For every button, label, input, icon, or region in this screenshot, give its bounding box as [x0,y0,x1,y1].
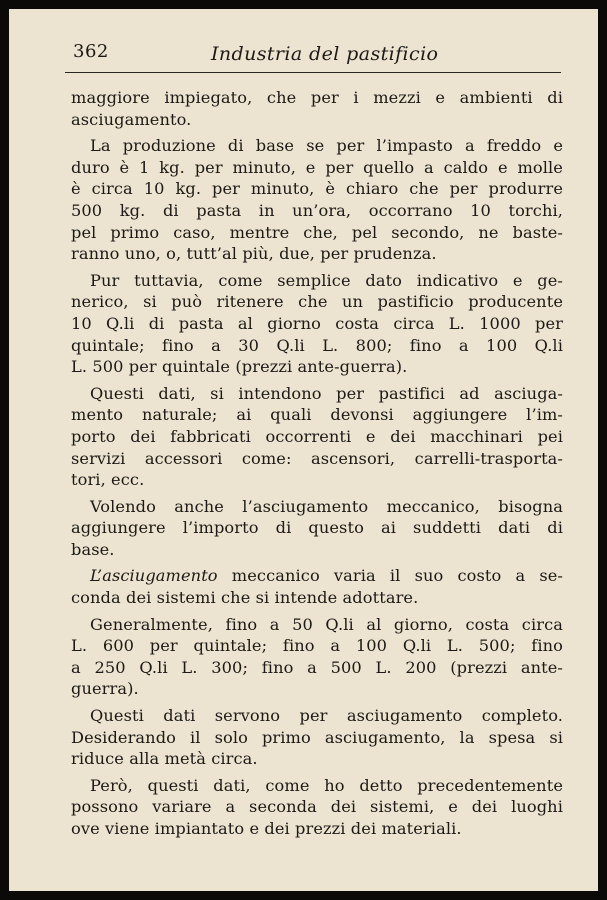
paragraph [71,270,563,378]
text-line: guerra). [71,679,139,699]
running-title: Industria del pastificio [211,43,439,65]
paragraph [71,135,563,265]
text-line [71,565,563,587]
text-line: Questi dati, si intendono per pastifici ad asciuga- [90,383,563,403]
text-line: mento naturale; ai quali devonsi aggiungere l’im- [71,405,563,425]
text-line: servizi accessori come: ascensori, carrelli-trasporta- [71,448,563,468]
header-rule [65,72,561,73]
text-line: La produzione di base se per l’impasto a freddo e [90,136,563,156]
paragraph [71,614,563,700]
page-header [73,37,573,67]
paragraph [71,565,563,608]
text-line: porto dei fabbricati occorrenti e dei macchinari pei [71,426,563,446]
italic-term: L’asciugamento [90,566,218,586]
paragraph [71,496,563,561]
text-line: ove viene impiantato e dei prezzi dei materiali. [71,819,462,838]
text-span: meccanico varia il suo costo a se- [217,566,563,586]
text-line: asciugamento. [71,109,192,129]
text-line: L. 500 per quintale (prezzi ante-guerra). [71,357,408,377]
text-line: 500 kg. di pasta in un’ora, occorrano 10 torchi, [71,200,563,220]
text-line: possono variare a seconda dei sistemi, e dei luoghi [71,797,563,817]
text-line: conda dei sistemi che si intende adottare. [71,588,419,608]
text-line: Desiderando il solo primo asciugamento, la spesa si [71,727,563,747]
page-number: 362 [73,41,109,62]
paragraph [71,705,563,770]
text-line: L. 600 per quintale; fino a 100 Q.li L. 500; fino [71,636,563,656]
paragraph [71,87,563,130]
text-line: ranno uno, o, tutt’al più, due, per prudenza. [71,244,437,264]
text-line: Questi dati servono per asciugamento completo. [90,706,563,726]
text-line: Però, questi dati, come ho detto precedentemente [90,775,563,795]
text-line: base. [71,539,115,559]
text-line: nerico, si può ritenere che un pastificio producente [71,292,563,312]
text-line: a 250 Q.li L. 300; fino a 500 L. 200 (prezzi ante- [71,657,563,677]
text-line: Generalmente, fino a 50 Q.li al giorno, costa circa [90,614,563,634]
book-page [9,9,598,891]
text-line: quintale; fino a 30 Q.li L. 800; fino a 100 Q.li [71,335,563,355]
text-line: tori, ecc. [71,470,145,490]
body-text [71,87,563,845]
text-line: Pur tuttavia, come semplice dato indicativo e ge- [90,270,563,290]
text-line: è circa 10 kg. per minuto, è chiaro che per produrre [71,179,563,199]
paragraph [71,775,563,840]
text-line: Volendo anche l’asciugamento meccanico, bisogna [90,496,563,516]
text-line: duro è 1 kg. per minuto, e per quello a caldo e molle [71,157,563,177]
text-line: pel primo caso, mentre che, pel secondo, ne baste- [71,222,563,242]
text-line: riduce alla metà circa. [71,749,258,769]
text-line: 10 Q.li di pasta al giorno costa circa L. 1000 per [71,313,563,333]
paragraph [71,383,563,491]
text-line: maggiore impiegato, che per i mezzi e ambienti di [71,88,563,107]
text-line: aggiungere l’importo di questo ai suddetti dati di [71,518,563,538]
